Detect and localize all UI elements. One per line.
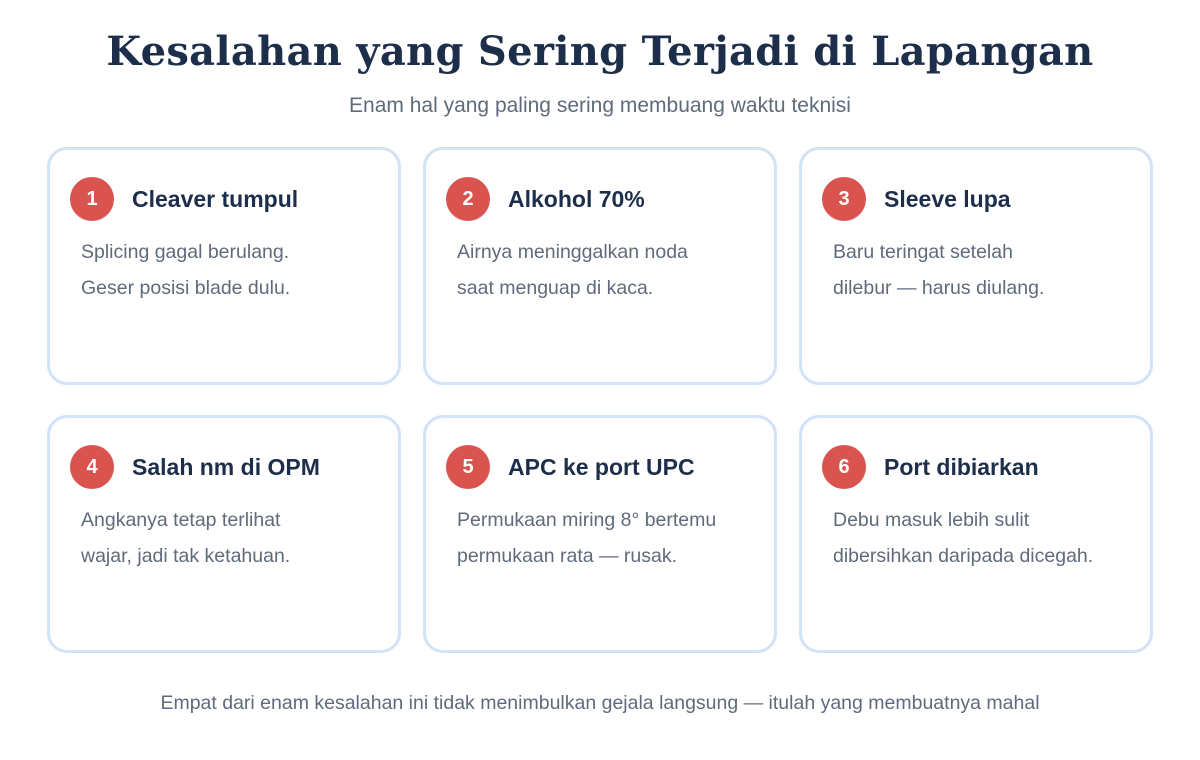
number-badge: 3 [822, 177, 866, 221]
description-line: Geser posisi blade dulu. [81, 277, 291, 299]
mistake-card-4 [47, 415, 401, 653]
description-line: wajar, jadi tak ketahuan. [81, 545, 291, 567]
card-header [822, 177, 1011, 221]
card-header [70, 177, 298, 221]
card-description [457, 234, 760, 306]
card-description [81, 502, 384, 574]
page-title: Kesalahan yang Sering Terjadi di Lapangan [106, 28, 1094, 75]
description-line: Baru teringat setelah [833, 241, 1013, 263]
card-title: Salah nm di OPM [132, 453, 320, 480]
card-title: Port dibiarkan [884, 453, 1039, 480]
number-badge: 1 [70, 177, 114, 221]
mistake-card-6 [799, 415, 1153, 653]
card-header [446, 445, 695, 489]
card-description [81, 234, 384, 306]
description-line: Debu masuk lebih sulit [833, 509, 1030, 531]
description-line: Splicing gagal berulang. [81, 241, 290, 263]
card-title: Cleaver tumpul [132, 185, 299, 212]
description-line: Angkanya tetap terlihat [81, 509, 281, 531]
description-line: Permukaan miring 8° bertemu [457, 509, 717, 531]
description-line: saat menguap di kaca. [457, 277, 654, 299]
description-line: dilebur — harus diulang. [833, 277, 1045, 299]
footer-note: Empat dari enam kesalahan ini tidak menimbulkan gejala langsung — itulah yang membuatnya mahal [160, 692, 1040, 714]
number-badge: 6 [822, 445, 866, 489]
card-header [70, 445, 320, 489]
card-description [833, 502, 1136, 574]
mistake-card-3 [799, 147, 1153, 385]
mistake-card-2 [423, 147, 777, 385]
description-line: dibersihkan daripada dicegah. [833, 545, 1094, 567]
card-header [446, 177, 645, 221]
mistakes-grid [47, 147, 1153, 653]
card-title: Alkohol 70% [508, 185, 645, 212]
card-description [833, 234, 1136, 306]
card-title: Sleeve lupa [884, 185, 1011, 212]
card-description [457, 502, 760, 574]
number-badge: 2 [446, 177, 490, 221]
page-subtitle: Enam hal yang paling sering membuang waktu teknisi [349, 94, 851, 117]
number-badge: 4 [70, 445, 114, 489]
card-header [822, 445, 1039, 489]
mistake-card-1 [47, 147, 401, 385]
card-title: APC ke port UPC [508, 453, 695, 480]
mistake-card-5 [423, 415, 777, 653]
description-line: Airnya meninggalkan noda [457, 241, 688, 263]
number-badge: 5 [446, 445, 490, 489]
description-line: permukaan rata — rusak. [457, 545, 678, 567]
